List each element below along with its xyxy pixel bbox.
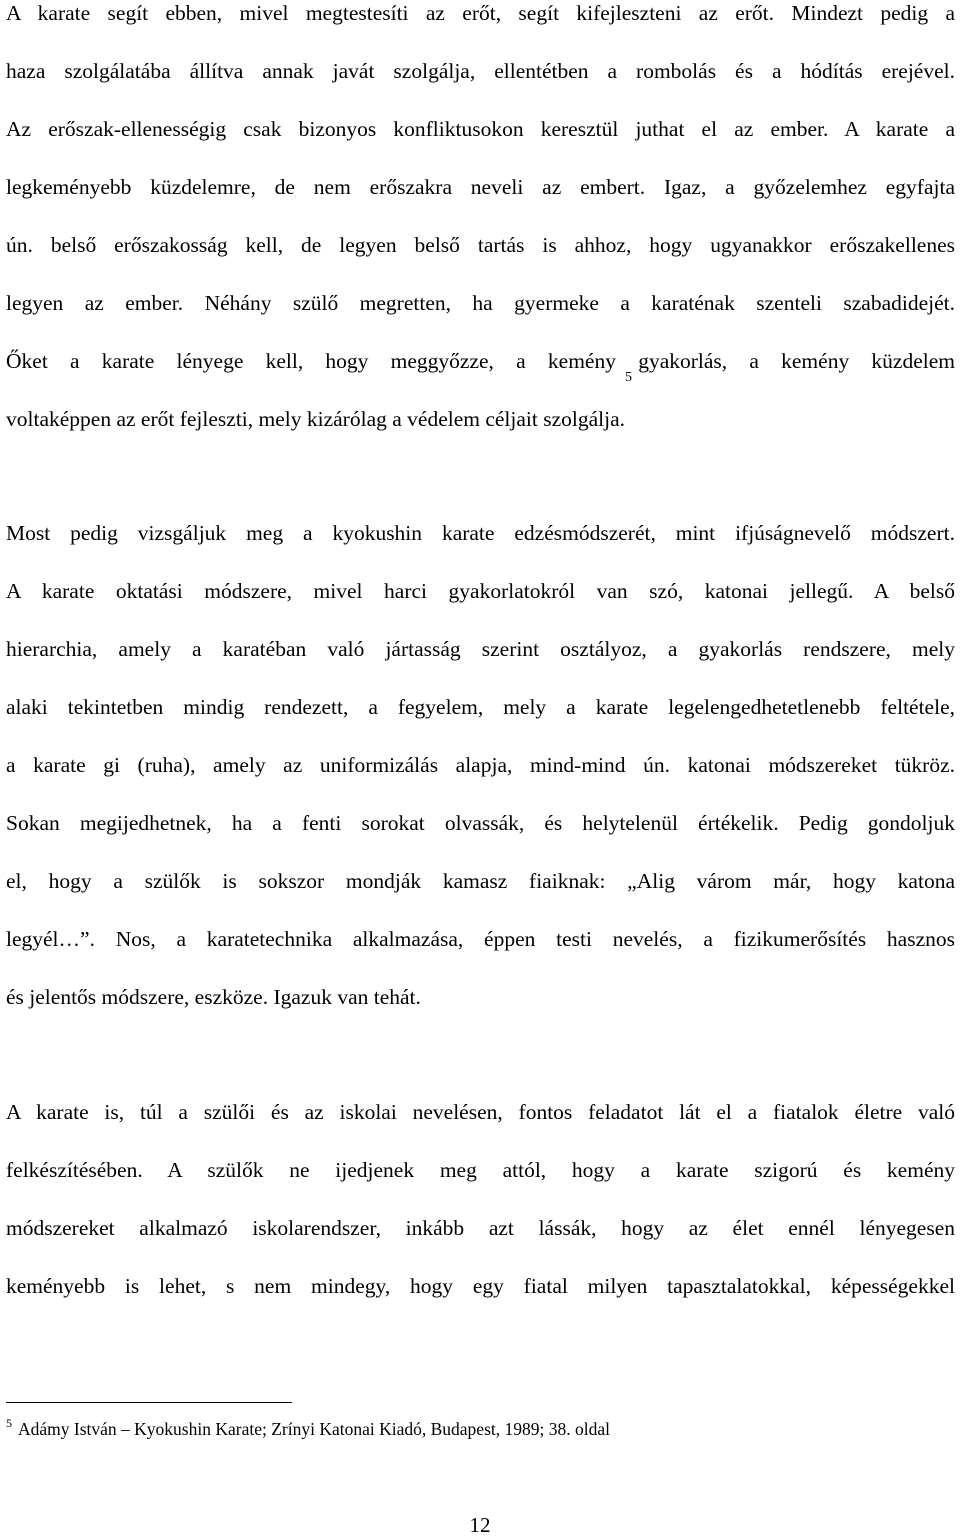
text-line: a karate gi (ruha), amely az uniformizálás alapja, mind-mind ún. katonai módszereket tükröz. [6, 753, 955, 777]
text-line: A karate oktatási módszere, mivel harci gyakorlatokról van szó, katonai jellegű. A belső [6, 579, 955, 603]
page-number: 12 [469, 1513, 491, 1537]
text-line: Sokan megijedhetnek, ha a fenti sorokat olvassák, és helytelenül értékelik. Pedig gondoljuk [6, 811, 955, 835]
footnote-separator [6, 1402, 292, 1403]
paragraph-3 [6, 1083, 955, 1315]
text-line: ún. belső erőszakosság kell, de legyen belső tartás is ahhoz, hogy ugyanakkor erőszakellenes [6, 233, 955, 257]
text-line: keményebb is lehet, s nem mindegy, hogy egy fiatal milyen tapasztalatokkal, képességekkel [6, 1274, 955, 1298]
paragraph-1 [6, 0, 955, 448]
text-line: haza szolgálatába állítva annak javát szolgálja, ellentétben a rombolás és a hódítás erejével. [6, 59, 955, 83]
text-line: A karate is, túl a szülői és az iskolai nevelésen, fontos feladatot lát el a fiatalok életre való [6, 1100, 955, 1124]
text-line: Most pedig vizsgáljuk meg a kyokushin karate edzésmódszerét, mint ifjúságnevelő módszert. [6, 521, 955, 545]
text-line: legyél…”. Nos, a karatetechnika alkalmazása, éppen testi nevelés, a fizikumerősítés hasznos [6, 927, 955, 951]
text-line: felkészítésében. A szülők ne ijedjenek meg attól, hogy a karate szigorú és kemény [6, 1158, 955, 1182]
text-line: Őket a karate lényege kell, hogy meggyőzze, a kemény gyakorlás, a kemény küzdelem [6, 349, 955, 373]
text-line: módszereket alkalmazó iskolarendszer, inkább azt lássák, hogy az élet ennél lényegesen [6, 1216, 955, 1240]
text-line: alaki tekintetben mindig rendezett, a fegyelem, mely a karate legelengedhetetlenebb feltétele, [6, 695, 955, 719]
text-line-last: és jelentős módszere, eszköze. Igazuk van tehát. [6, 985, 421, 1009]
text-line-content: voltaképpen az erőt fejleszti, mely kizárólag a védelem céljait szolgálja. [6, 407, 626, 431]
footnote-reference[interactable]: 5 [625, 370, 633, 385]
text-line: A karate segít ebben, mivel megtestesíti az erőt, segít kifejleszteni az erőt. Mindezt pedig a [6, 1, 955, 25]
text-line: Az erőszak-ellenességig csak bizonyos konfliktusokon keresztül juthat el az ember. A karate a [6, 117, 955, 141]
text-line-last [6, 370, 955, 448]
text-line: el, hogy a szülők is sokszor mondják kamasz fiaiknak: „Alig várom már, hogy katona [6, 869, 955, 893]
footnote-text: Adámy István – Kyokushin Karate; Zrínyi Katonai Kiadó, Budapest, 1989; 38. oldal [18, 1419, 610, 1439]
text-line: legkeményebb küzdelemre, de nem erőszakra neveli az embert. Igaz, a győzelemhez egyfajta [6, 175, 955, 199]
footnote-number: 5 [6, 1416, 12, 1430]
text-line: hierarchia, amely a karatéban való jártasság szerint osztályoz, a gyakorlás rendszere, mely [6, 637, 955, 661]
footnote [6, 1415, 946, 1443]
paragraph-2 [6, 504, 955, 1026]
text-line: legyen az ember. Néhány szülő megretten, ha gyermeke a karaténak szenteli szabadidejét. [6, 291, 955, 315]
